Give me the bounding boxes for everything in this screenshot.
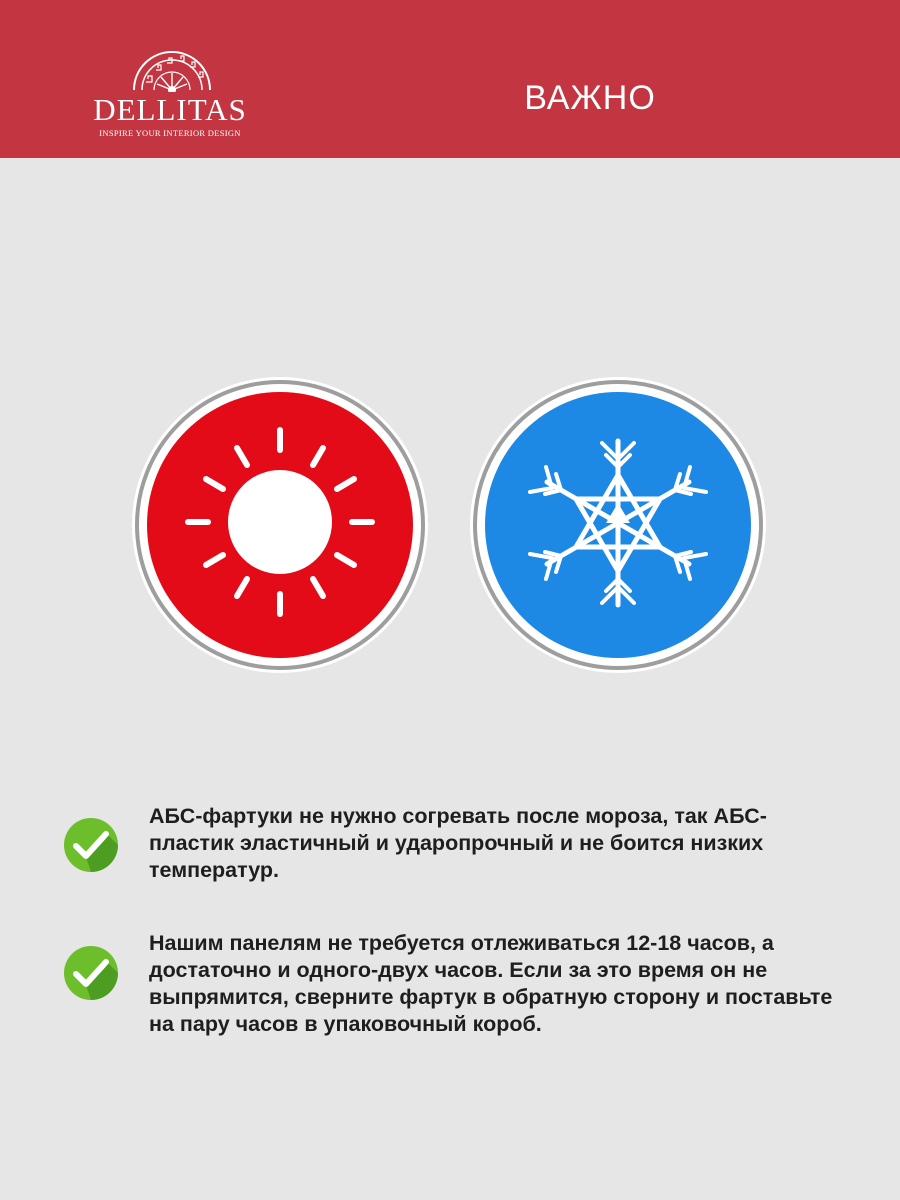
header-bar (0, 0, 900, 158)
brand-tagline: INSPIRE YOUR INTERIOR DESIGN (99, 128, 241, 138)
snowflake-badge (468, 375, 768, 675)
page-title: ВАЖНО (524, 79, 656, 117)
note-text: Нашим панелям не требуется отлеживаться 12-18 часов, а достаточно и одного-двух часов. Если за это время он не выпрямится, сверните фартук в обратную сторону и поставьте на пару часов в упаковочный короб. (149, 931, 833, 1036)
checkmark-icon (62, 944, 120, 1002)
note-text: АБС-фартуки не нужно согревать после мороза, так АБС-пластик эластичный и ударопрочный и не боится низких температур. (149, 804, 767, 882)
checkmark-icon (62, 816, 120, 874)
brand-name: DELLITAS (93, 92, 247, 127)
brand-logo[interactable] (80, 40, 260, 140)
sun-badge (130, 375, 430, 675)
logo-emblem-icon (130, 40, 214, 92)
